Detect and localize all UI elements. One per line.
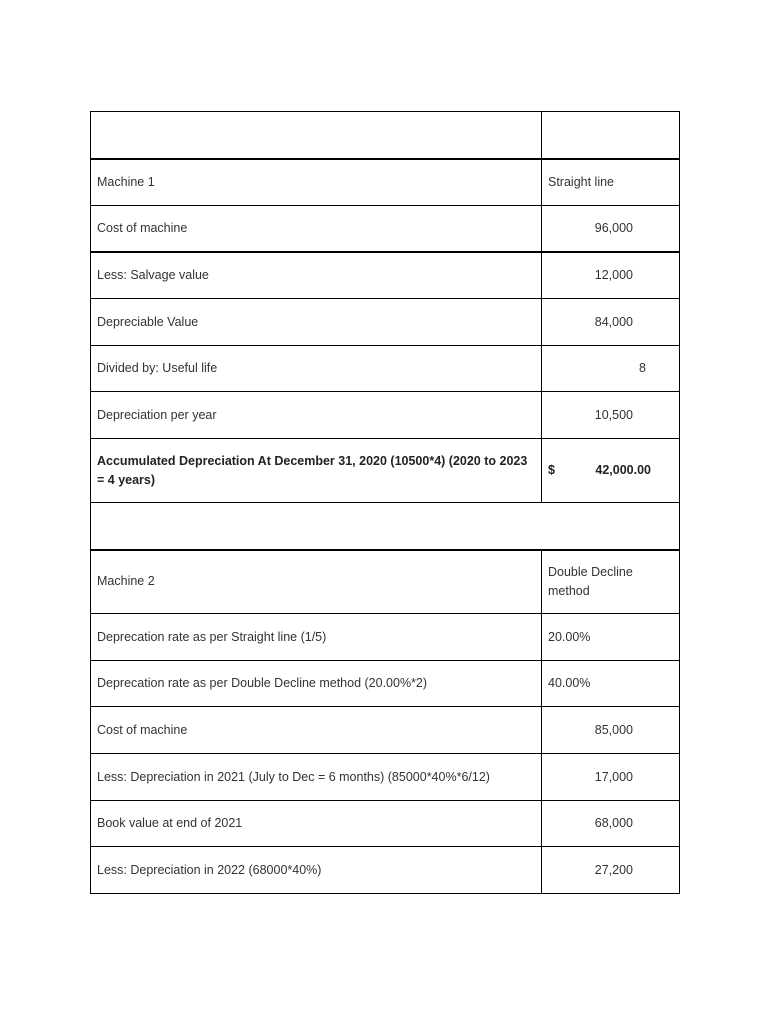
row-value: 40.00% — [542, 661, 680, 707]
accumulated-label: Accumulated Depreciation At December 31, 2020 (10500*4) (2020 to 2023 = 4 years) — [91, 439, 542, 503]
table-row — [91, 661, 680, 707]
row-label: Cost of machine — [91, 707, 542, 754]
row-value: 17,000 — [542, 754, 680, 801]
row-value: 96,000 — [542, 206, 680, 252]
machine1-name: Machine 1 — [91, 159, 542, 206]
table-row-header-blank — [91, 112, 680, 159]
table-row-total — [91, 439, 680, 503]
row-value: 8 — [542, 346, 680, 392]
row-label: Less: Salvage value — [91, 252, 542, 299]
row-value: 27,200 — [542, 847, 680, 894]
table-row — [91, 346, 680, 392]
table-row — [91, 159, 680, 206]
row-label: Depreciation per year — [91, 392, 542, 439]
row-label: Divided by: Useful life — [91, 346, 542, 392]
table-row — [91, 392, 680, 439]
row-label: Deprecation rate as per Double Decline method (20.00%*2) — [91, 661, 542, 707]
table-row — [91, 206, 680, 252]
table-row-separator-blank — [91, 503, 680, 550]
row-label: Deprecation rate as per Straight line (1/5) — [91, 614, 542, 661]
machine2-method: Double Decline method — [542, 550, 680, 614]
blank-cell — [91, 503, 680, 550]
row-label: Depreciable Value — [91, 299, 542, 346]
row-label: Cost of machine — [91, 206, 542, 252]
table-row — [91, 754, 680, 801]
row-value: 68,000 — [542, 801, 680, 847]
row-value: 20.00% — [542, 614, 680, 661]
row-label: Less: Depreciation in 2022 (68000*40%) — [91, 847, 542, 894]
table-row — [91, 299, 680, 346]
machine1-method: Straight line — [542, 159, 680, 206]
row-label: Less: Depreciation in 2021 (July to Dec = 6 months) (85000*40%*6/12) — [91, 754, 542, 801]
table-row — [91, 252, 680, 299]
row-value: 84,000 — [542, 299, 680, 346]
accumulated-value: 42,000.00 — [595, 463, 651, 477]
machine2-name: Machine 2 — [91, 550, 542, 614]
row-value: 85,000 — [542, 707, 680, 754]
table-row — [91, 801, 680, 847]
table-row — [91, 847, 680, 894]
blank-cell — [542, 112, 680, 159]
depreciation-table — [90, 111, 680, 894]
table-row — [91, 614, 680, 661]
blank-cell — [91, 112, 542, 159]
table-row — [91, 707, 680, 754]
table-row — [91, 550, 680, 614]
accumulated-value-cell — [542, 439, 680, 503]
row-value: 12,000 — [542, 252, 680, 299]
row-value: 10,500 — [542, 392, 680, 439]
row-label: Book value at end of 2021 — [91, 801, 542, 847]
currency-symbol: $ — [548, 463, 555, 477]
